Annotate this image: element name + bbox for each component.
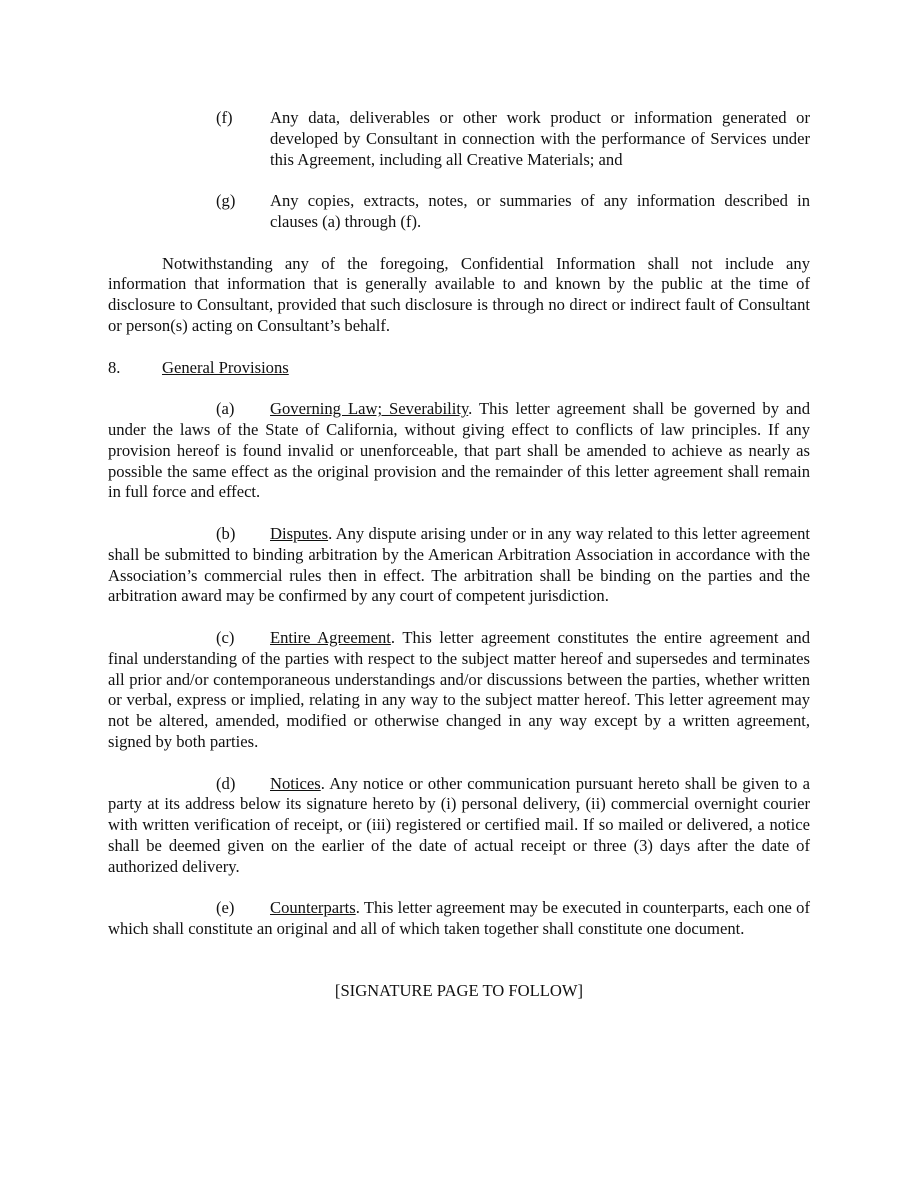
provision-letter: (b) bbox=[216, 523, 236, 543]
provision-d bbox=[108, 774, 810, 878]
provision-heading: Governing Law; Severability bbox=[270, 399, 469, 419]
provision-letter: (a) bbox=[216, 399, 235, 419]
signature-page-note: [SIGNATURE PAGE TO FOLLOW] bbox=[334, 980, 584, 1000]
section-heading bbox=[108, 358, 810, 379]
provision-body: . This letter agreement shall be governed by and under the laws of the State of California, without giving effect to conflicts of law principles. If any provision hereof is found invalid or unenforceable, that part shall be amended to achieve as nearly as possible the same effect as the original provision and the remainder of this letter agreement shall remain in full force and effect. bbox=[108, 399, 810, 502]
notwithstanding-paragraph: Notwithstanding any of the foregoing, Confidential Information shall not include any information that information that is generally available to and known by the public at the time of disclosure to Consultant, provided that such disclosure is through no direct or indirect fault of Consultant or person(s) acting on Consultant’s behalf. bbox=[108, 253, 810, 335]
provision-letter: (e) bbox=[216, 898, 235, 918]
clause-text: Any data, deliverables or other work product or information generated or developed by Consultant in connection with the performance of Services under this Agreement, including all Creative Materials; and bbox=[270, 108, 810, 169]
section-title: General Provisions bbox=[162, 357, 289, 377]
clause-letter: (g) bbox=[216, 191, 236, 211]
provision-body: . This letter agreement may be executed in counterparts, each one of which shall constitute an original and all of which taken together shall constitute one document. bbox=[108, 898, 810, 939]
provision-heading: Entire Agreement bbox=[270, 627, 391, 647]
provision-body: . Any dispute arising under or in any way related to this letter agreement shall be submitted to binding arbitration by the American Arbitration Association in accordance with the Association’s commercial rules then in effect. The arbitration shall be binding on the parties and the arbitration award may be confirmed by any court of competent jurisdiction. bbox=[108, 523, 810, 606]
provision-heading: Counterparts bbox=[270, 898, 356, 918]
clause-letter: (f) bbox=[216, 108, 233, 127]
provision-c bbox=[108, 628, 810, 753]
provision-e bbox=[108, 898, 810, 940]
provision-b bbox=[108, 524, 810, 607]
provision-letter: (d) bbox=[216, 773, 236, 793]
provision-heading: Notices bbox=[270, 773, 321, 793]
clause-f bbox=[108, 108, 810, 170]
document-page bbox=[108, 108, 810, 1002]
provision-a bbox=[108, 399, 810, 503]
clause-text: Any copies, extracts, notes, or summaries of any information described in clauses (a) through (f). bbox=[270, 191, 810, 231]
provision-body: . This letter agreement constitutes the entire agreement and final understanding of the parties with respect to the subject matter hereof and supersedes and terminates all prior and/or contemporaneous understandings and/or discussions between the parties, whether written or verbal, express or implied, relating in any way to the subject matter hereof. This letter agreement may not be altered, amended, modified or otherwise changed in any way except by a written agreement, signed by both parties. bbox=[108, 627, 810, 751]
provision-heading: Disputes bbox=[270, 523, 329, 543]
section-number: 8. bbox=[108, 357, 121, 377]
provision-body: . Any notice or other communication pursuant hereto shall be given to a party at its address below its signature hereto by (i) personal delivery, (ii) commercial overnight courier with written verification of receipt, or (iii) registered or certified mail. If so mailed or delivered, a notice shall be deemed given on the earlier of the date of actual receipt or three (3) days after the date of authorized delivery. bbox=[108, 773, 810, 876]
clause-g bbox=[108, 191, 810, 233]
provision-letter: (c) bbox=[216, 627, 235, 647]
